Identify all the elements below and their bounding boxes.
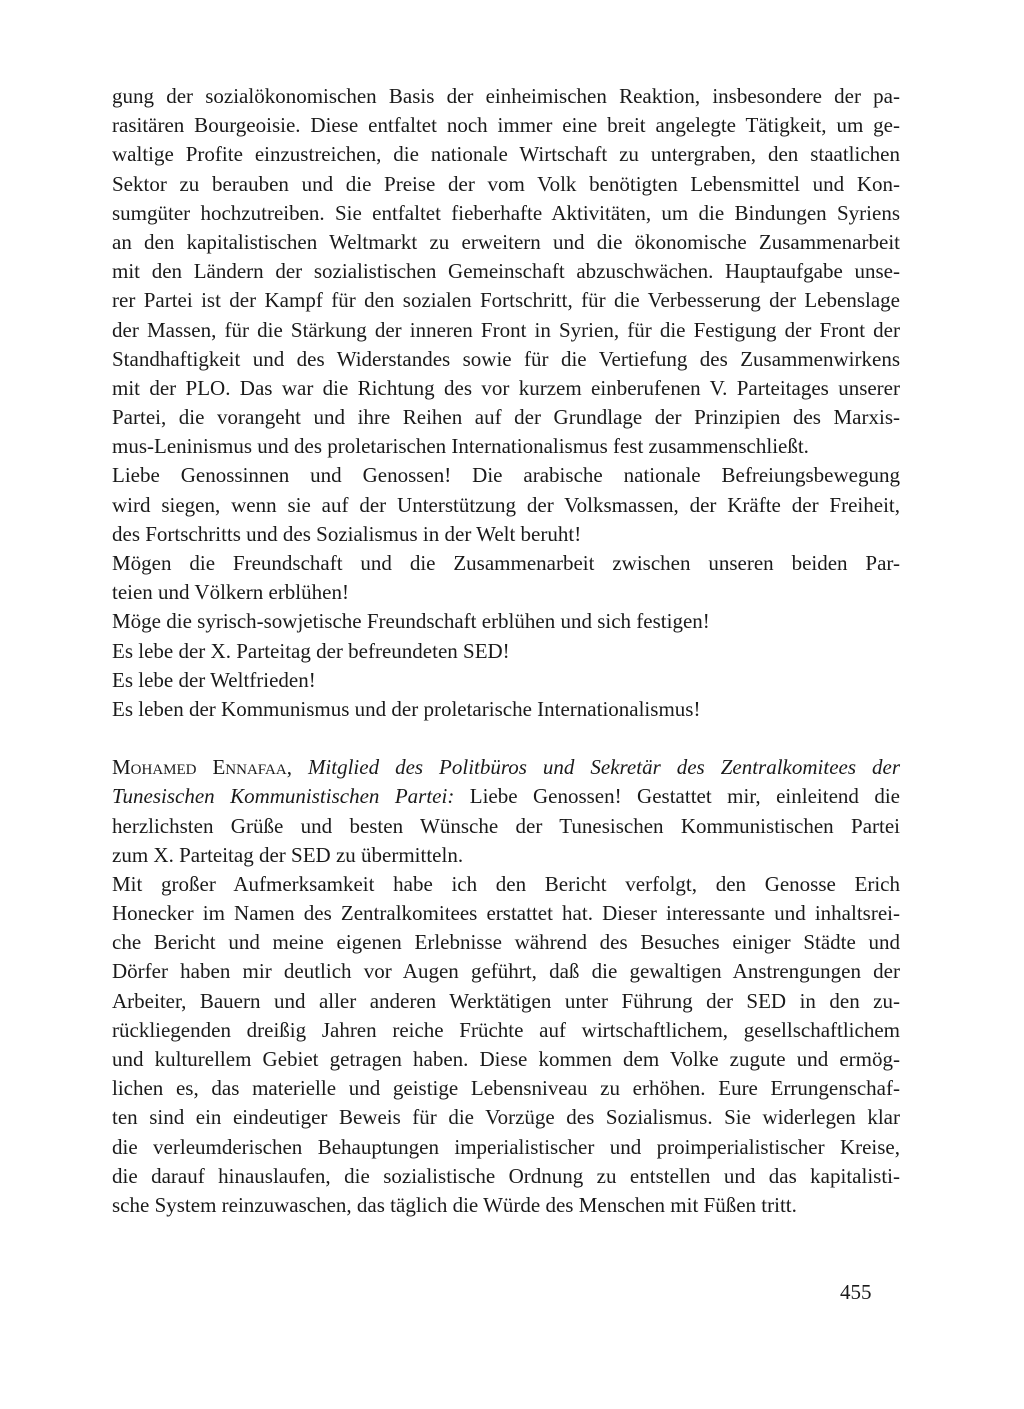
text-line: Honecker im Namen des Zentralkomitees erstattet hat. Dieser interessante und inhaltsrei- bbox=[112, 901, 900, 926]
text-line: herzlichsten Grüße und besten Wünsche der Tunesischen Kommunistischen Partei bbox=[112, 813, 900, 838]
slogan-line: Möge die syrisch-sowjetische Freundschaft erblühen und sich festigen! bbox=[112, 609, 710, 634]
page-number: 455 bbox=[840, 1280, 872, 1304]
text-line: waltige Profite einzustreichen, die nationale Wirtschaft zu untergraben, den staatlichen bbox=[112, 142, 900, 167]
text-line: die darauf hinauslaufen, die sozialistische Ordnung zu entstellen und das kapitalisti- bbox=[112, 1163, 900, 1188]
text-line: rückliegenden dreißig Jahren reiche Früchte auf wirtschaftlichem, gesellschaftlichem bbox=[112, 1017, 900, 1042]
text-line: an den kapitalistischen Weltmarkt zu erweitern und die ökonomische Zusammenarbeit bbox=[112, 229, 900, 254]
paragraph-3 bbox=[112, 549, 900, 607]
speaker-role: Mitglied des Politbüros und Sekretär des Zentralkomitees der bbox=[307, 755, 900, 780]
speaker-name: Mohamed Ennafaa, bbox=[112, 755, 292, 780]
slogan-line: Es lebe der Weltfrieden! bbox=[112, 667, 316, 692]
paragraph-4 bbox=[112, 870, 900, 1220]
text-line: und kulturellem Gebiet getragen haben. Diese kommen dem Volke zugute und ermög- bbox=[112, 1047, 900, 1071]
text-line: Mit großer Aufmerksamkeit habe ich den Bericht verfolgt, den Genosse Erich bbox=[112, 871, 900, 896]
text-line: mit der PLO. Das war die Richtung des vor kurzem einberufenen V. Parteitages unserer bbox=[112, 375, 900, 400]
section-gap bbox=[112, 724, 900, 753]
speaker-party: Tunesischen Kommunistischen Partei: bbox=[112, 784, 455, 809]
text-line: che Bericht und meine eigenen Erlebnisse während des Besuches einiger Städte und bbox=[112, 930, 900, 955]
text-line: Standhaftigkeit und des Widerstandes sowie für die Vertiefung des Zusammenwirkens bbox=[112, 346, 900, 371]
speech-intro bbox=[112, 753, 900, 870]
text-line: die verleumderischen Behauptungen imperialistischer und proimperialistischer Kreise, bbox=[112, 1134, 900, 1159]
text-line: lichen es, das materielle und geistige Lebensniveau zu erhöhen. Eure Errungenschaf- bbox=[112, 1076, 900, 1101]
text-line bbox=[112, 753, 900, 782]
text-line: Liebe Genossinnen und Genossen! Die arabische nationale Befreiungsbewegung bbox=[112, 463, 900, 488]
text-line: Arbeiter, Bauern und aller anderen Werktätigen unter Führung der SED in den zu- bbox=[112, 988, 900, 1013]
text-line: rer Partei ist der Kampf für den sozialen Fortschritt, für die Verbesserung der Lebenslage bbox=[112, 288, 900, 313]
text-line: mit den Ländern der sozialistischen Gemeinschaft abzuschwächen. Hauptaufgabe unse- bbox=[112, 259, 900, 284]
paragraph-2 bbox=[112, 461, 900, 549]
text-line: wird siegen, wenn sie auf der Unterstützung der Volksmassen, der Kräfte der Freiheit, bbox=[112, 492, 900, 517]
text-line: rasitären Bourgeoisie. Diese entfaltet noch immer eine breit angelegte Tätigkeit, um ge- bbox=[112, 113, 900, 138]
text-line: mus-Leninismus und des proletarischen Internationalismus fest zusammenschließt. bbox=[112, 434, 809, 459]
speech-opening: Liebe Genossen! Gestattet mir, einleitend die bbox=[454, 784, 900, 809]
slogan-line: Es lebe der X. Parteitag der befreundeten SED! bbox=[112, 638, 510, 663]
text-line: der Massen, für die Stärkung der inneren Front in Syrien, für die Festigung der Front der bbox=[112, 317, 900, 342]
page-body bbox=[112, 82, 900, 1220]
text-line bbox=[112, 782, 900, 811]
text-line: ten sind ein eindeutiger Beweis für die Vorzüge des Sozialismus. Sie widerlegen klar bbox=[112, 1105, 900, 1130]
text-line: Mögen die Freundschaft und die Zusammenarbeit zwischen unseren beiden Par- bbox=[112, 551, 900, 575]
text-line: sumgüter hochzutreiben. Sie entfaltet fieberhafte Aktivitäten, um die Bindungen Syriens bbox=[112, 200, 900, 225]
text-line: des Fortschritts und des Sozialismus in der Welt beruht! bbox=[112, 521, 582, 546]
text-line: zum X. Parteitag der SED zu übermitteln. bbox=[112, 842, 464, 867]
slogan-line: Es leben der Kommunismus und der proletarische Internationalismus! bbox=[112, 696, 701, 721]
text-line: gung der sozialökonomischen Basis der einheimischen Reaktion, insbesondere der pa- bbox=[112, 84, 900, 108]
text-line: sche System reinzuwaschen, das täglich die Würde des Menschen mit Füßen tritt. bbox=[112, 1192, 797, 1217]
slogans bbox=[112, 607, 900, 724]
text-line: Dörfer haben mir deutlich vor Augen geführt, daß die gewaltigen Anstrengungen der bbox=[112, 959, 900, 984]
text-line: teien und Völkern erblühen! bbox=[112, 580, 349, 605]
text-line: Sektor zu berauben und die Preise der vom Volk benötigten Lebensmittel und Kon- bbox=[112, 171, 900, 196]
text-line: Partei, die vorangeht und ihre Reihen auf der Grundlage der Prinzipien des Marxis- bbox=[112, 405, 900, 430]
paragraph-1 bbox=[112, 82, 900, 461]
